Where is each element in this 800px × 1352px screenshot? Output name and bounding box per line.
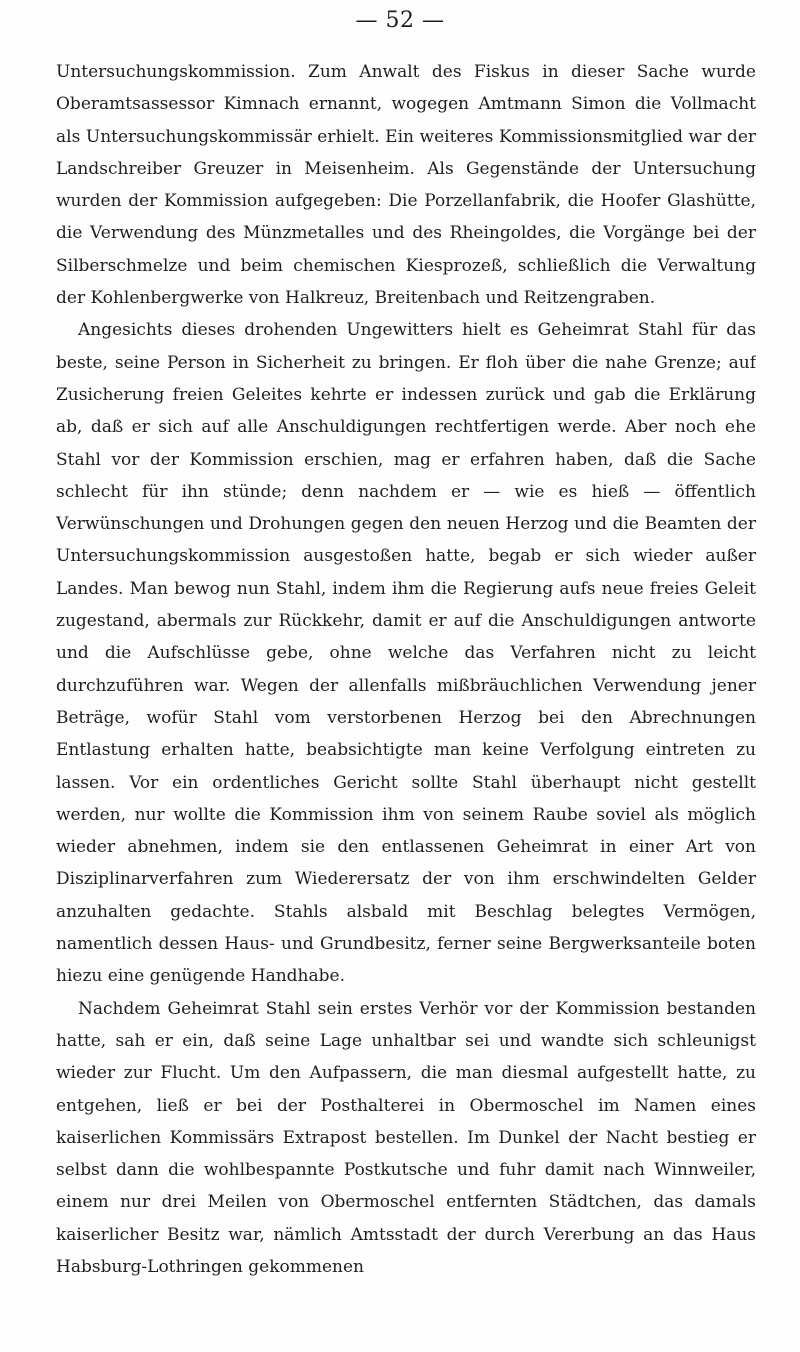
paragraph-1: Untersuchungskommission. Zum Anwalt des Fiskus in dieser Sache wurde Oberamtsassessor Kimnach ernannt, wogegen Amtmann Simon die Vollmacht als Untersuchungskommissär erhielt. Ein weiteres Kommissionsmitglied war der Landschreiber Greuzer in Meisenheim. Als Gegenstände der Untersuchung wurden der Kommission aufgegeben: Die Porzellanfabrik, die Hoofer Glashütte, die Verwendung des Münzmetalles und des Rheingoldes, die Vorgänge bei der Silberschmelze und beim chemischen Kiesprozeß, schließlich die Verwaltung der Kohlenbergwerke von Halkreuz, Breitenbach und Reitzengraben. — [56, 62, 756, 309]
paragraph-2: Angesichts dieses drohenden Ungewitters hielt es Geheimrat Stahl für das beste, seine Person in Sicherheit zu bringen. Er floh über die nahe Grenze; auf Zusicherung freien Geleites kehrte er indessen zurück und gab die Erklärung ab, daß er sich auf alle Anschuldigungen rechtfertigen werde. Aber noch ehe Stahl vor der Kommission erschien, mag er erfahren haben, daß die Sache schlecht für ihn stünde; denn nachdem er — wie es hieß — öffentlich Verwünschungen und Drohungen gegen den neuen Herzog und die Beamten der Untersuchungskommission ausgestoßen hatte, begab er sich wieder außer Landes. Man bewog nun Stahl, indem ihm die Regierung aufs neue freies Geleit zugestand, abermals zur Rückkehr, damit er auf die Anschuldigungen antworte und die Aufschlüsse gebe, ohne welche das Verfahren nicht zu leicht durchzuführen war. Wegen der allenfalls mißbräuchlichen Verwendung jener Beträge, wofür Stahl vom verstorbenen Herzog bei den Abrechnungen Entlastung erhalten hatte, beabsichtigte man keine Verfolgung eintreten zu lassen. Vor ein ordentliches Gericht sollte Stahl überhaupt nicht gestellt werden, nur wollte die Kommission ihm von seinem Raube soviel als möglich wieder abnehmen, indem sie den entlassenen Geheimrat in einer Art von Disziplinarverfahren zum Wiederersatz der von ihm erschwindelten Gelder anzuhalten gedachte. Stahls alsbald mit Beschlag belegtes Vermögen, namentlich dessen Haus- und Grundbesitz, ferner seine Bergwerksanteile boten hiezu eine genügende Handhabe. — [56, 320, 756, 987]
page-number: — 52 — — [355, 8, 445, 33]
body-text — [56, 56, 756, 1336]
paragraph-3: Nachdem Geheimrat Stahl sein erstes Verhör vor der Kommission bestanden hatte, sah er ein, daß seine Lage unhaltbar sei und wandte sich schleunigst wieder zur Flucht. Um den Aufpassern, die man diesmal aufgestellt hatte, zu entgehen, ließ er bei der Posthalterei in Obermoschel im Namen eines kaiserlichen Kommissärs Extrapost bestellen. Im Dunkel der Nacht bestieg er selbst dann die wohlbespannte Postkutsche und fuhr damit nach Winnweiler, einem nur drei Meilen von Obermoschel entfernten Städtchen, das damals kaiserlicher Besitz war, nämlich Amtsstadt der durch Vererbung an das Haus Habsburg-Lothringen gekommenen — [56, 998, 756, 1277]
